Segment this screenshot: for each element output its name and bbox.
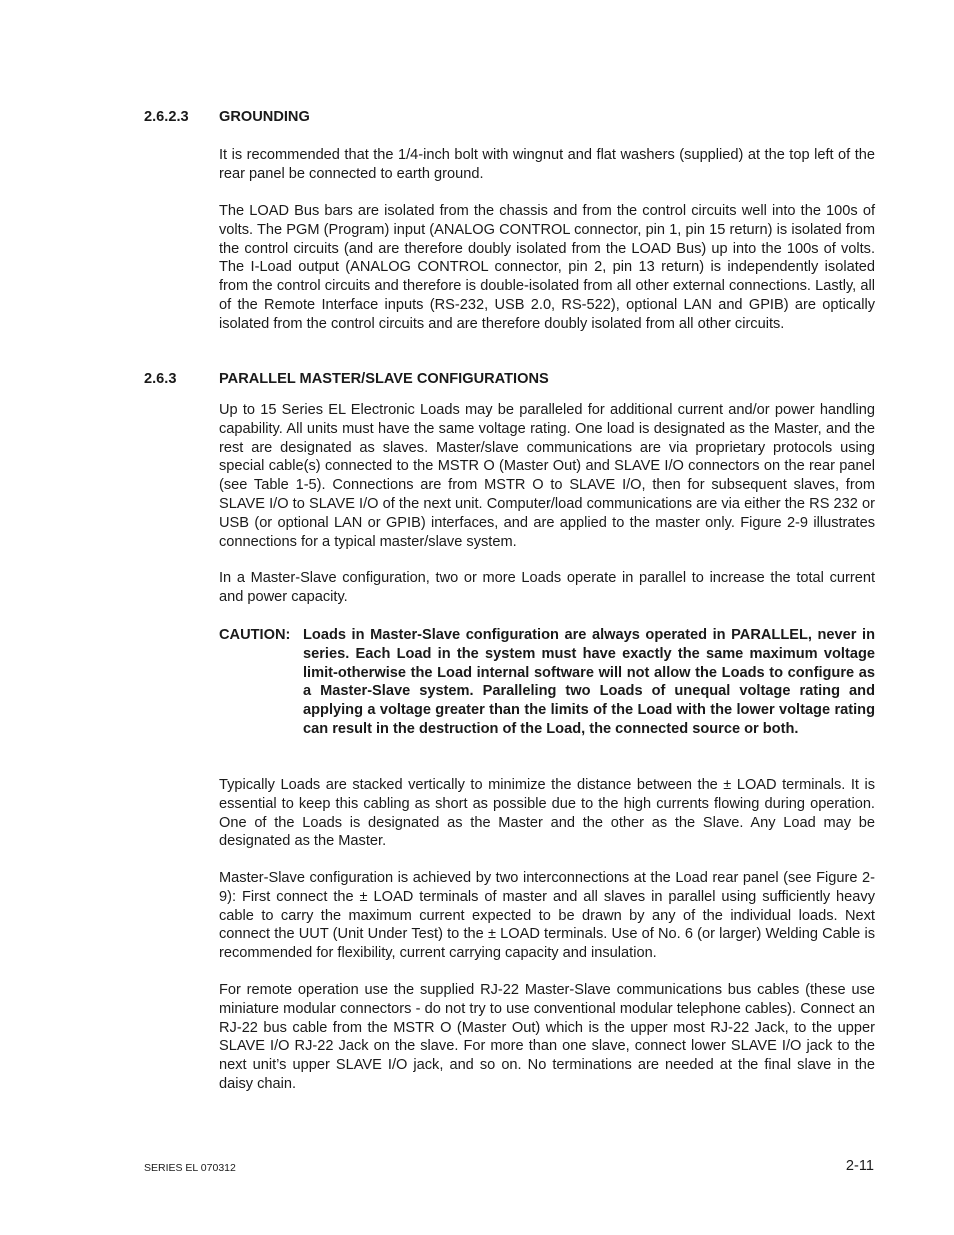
parallel-paragraph-4: Master-Slave configuration is achieved by two interconnections at the Load rear panel (see Figure 2-9): First connect the ± LOAD terminals of master and all slaves in parallel using sufficiently heavy cable to carry the maximum current expected to be drawn by any of the individual loads. Next connect the UUT (Unit Under Test) to the ± LOAD terminals. Use of No. 6 (or larger) Welding Cable is recommended for flexibility, current carrying capacity and insulation. [219,870,875,962]
section-number: 2.6.2.3 [144,109,189,125]
footer-document-id: SERIES EL 070312 [144,1162,236,1174]
footer-page-number: 2-11 [845,1158,874,1174]
grounding-paragraph-1: It is recommended that the 1/4-inch bolt with wingnut and flat washers (supplied) at the top left of the rear panel be connected to earth ground. [219,147,875,182]
caution-label: CAUTION: [219,627,291,643]
caution-notice [219,626,875,739]
section-heading-parallel [144,370,549,388]
section-title: PARALLEL MASTER/SLAVE CONFIGURATIONS [219,371,549,387]
parallel-paragraph-3: Typically Loads are stacked vertically to minimize the distance between the ± LOAD terminals. It is essential to keep this cabling as short as possible due to the high currents flowing during operation. One of the Loads is designated as the Master and the other as the Slave. Any Load may be designated as the Master. [219,777,875,850]
caution-text: Loads in Master-Slave configuration are always operated in PARALLEL, never in series. Each Load in the system must have exactly the same maximum voltage limit-otherwise the Load internal software will not allow the Loads to configure as a Master-Slave system. Paralleling two Loads of unequal voltage rating and applying a voltage greater than the limits of the Load with the lower voltage rating can result in the destruction of the Load, the connected source or both. [303,627,875,737]
section-heading-grounding [144,108,310,126]
grounding-paragraph-2: The LOAD Bus bars are isolated from the chassis and from the control circuits well into the 100s of volts. The PGM (Program) input (ANALOG CONTROL connector, pin 1, pin 15 return) is isolated from the control circuits (and are therefore doubly isolated from the LOAD Bus) up into the 100s of volts. The I-Load output (ANALOG CONTROL connector, pin 2, pin 13 return) is independently isolated from the control circuits and therefore is double-isolated from all other external connections. Lastly, all of the Remote Interface inputs (RS-232, USB 2.0, RS-522), optional LAN and GPIB) are optically isolated from the control circuits and are therefore doubly isolated from all other circuits. [219,203,875,332]
section-title: GROUNDING [219,109,310,125]
parallel-paragraph-5: For remote operation use the supplied RJ-22 Master-Slave communications bus cables (these use miniature modular connectors - do not try to use conventional modular telephone cables). Connect an RJ-22 bus cable from the MSTR O (Master Out) which is the upper most RJ-22 Jack, to the upper SLAVE I/O RJ-22 Jack on the slave. For more than one slave, connect lower SLAVE I/O jack to the next unit’s upper SLAVE I/O jack, and so on. No terminations are needed at the final slave in the daisy chain. [219,982,875,1092]
section-number: 2.6.3 [144,371,177,387]
parallel-paragraph-1: Up to 15 Series EL Electronic Loads may be paralleled for additional current and/or power handling capability. All units must have the same voltage rating. One load is designated as the Master, and the rest are designated as slaves. Master/slave communications are via proprietary protocols using special cable(s) connected to the MSTR O (Master Out) and SLAVE I/O connectors on the rear panel (see Table 1-5). Connections are from MSTR O to SLAVE I/O, then for subsequent slaves, from SLAVE I/O to SLAVE I/O of the next unit. Computer/load communications are via either the RS 232 or USB (or optional LAN or GPIB) interfaces, and are applied to the master only. Figure 2-9 illustrates connections for a typical master/slave system. [219,402,875,550]
parallel-paragraph-2: In a Master-Slave configuration, two or more Loads operate in parallel to increase the total current and power capacity. [219,570,875,605]
